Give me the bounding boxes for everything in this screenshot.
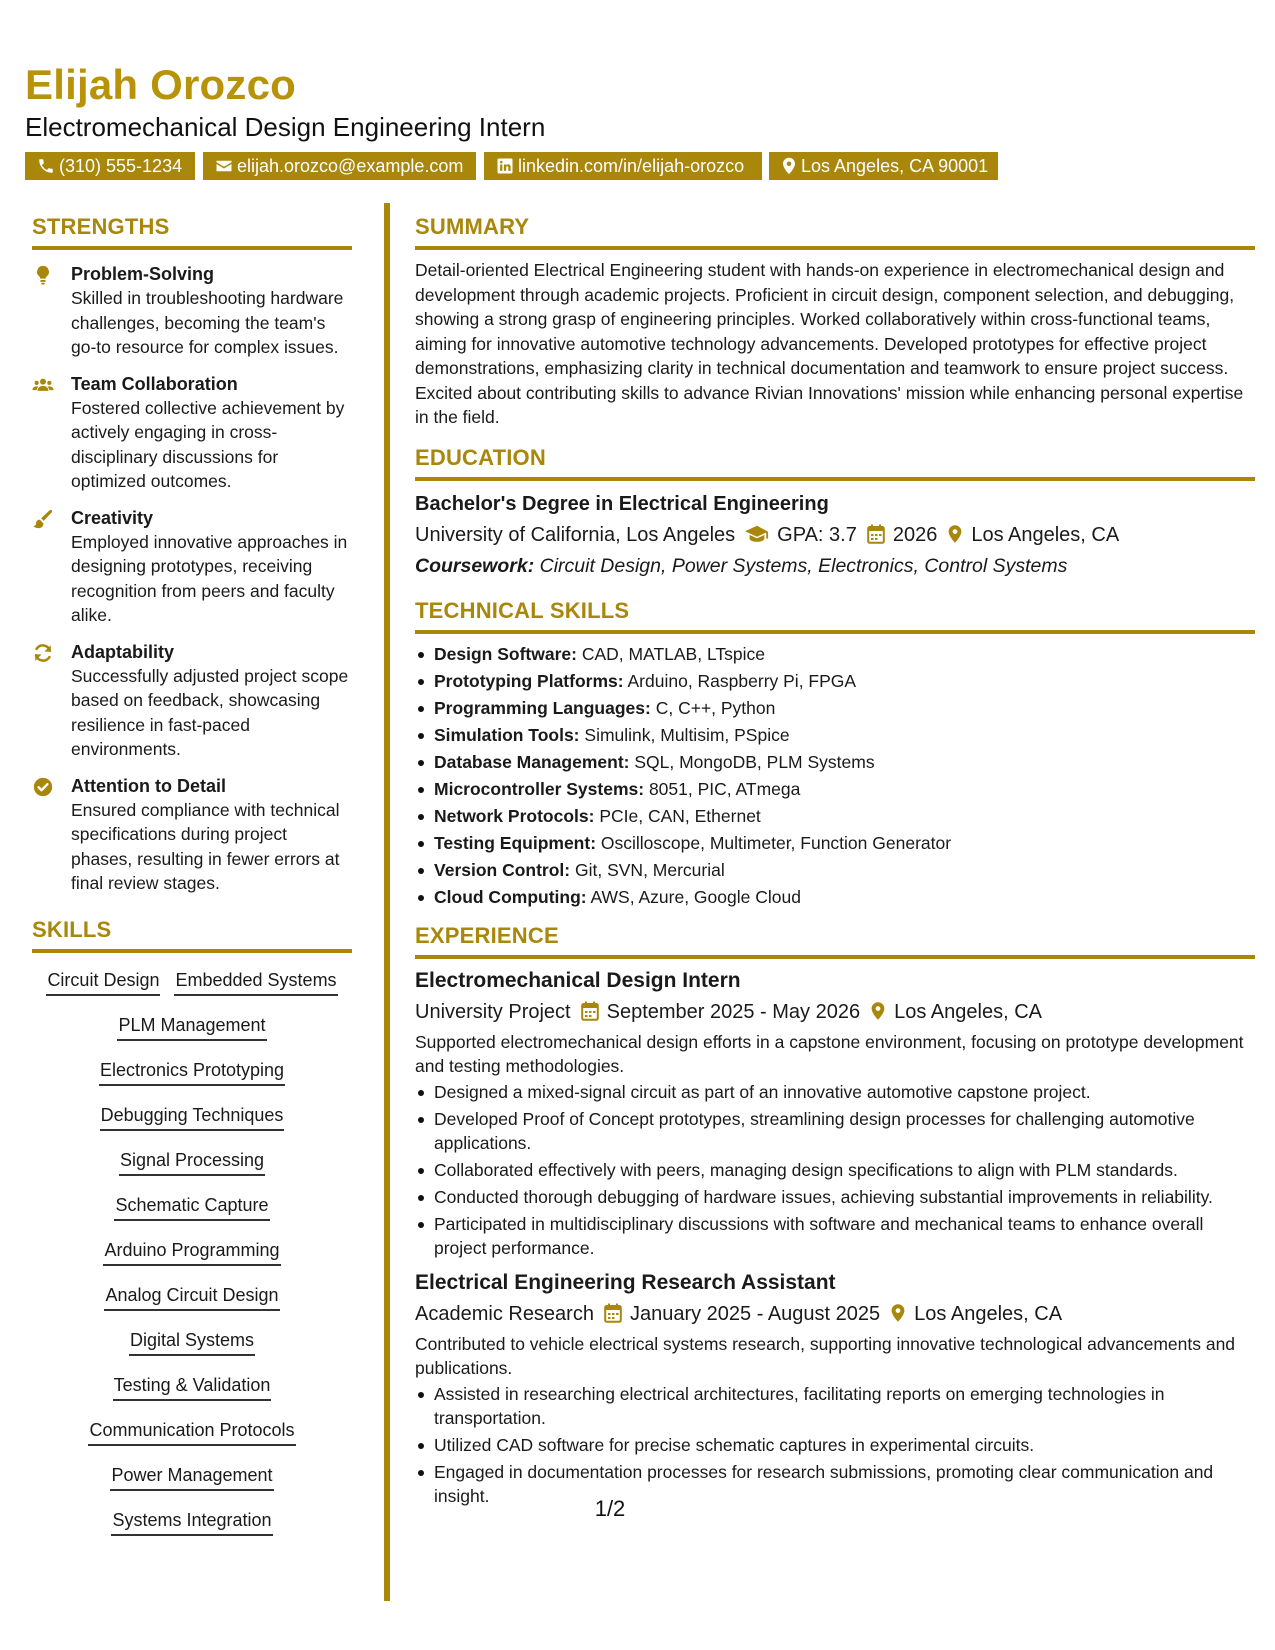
skill-tag: Debugging Techniques [100,1102,285,1131]
tech-skill-label: Simulation Tools: [434,724,580,745]
tech-skill-value: SQL, MongoDB, PLM Systems [634,751,875,772]
calendar-icon [581,1001,599,1021]
strength-title: Problem-Solving [71,264,215,284]
page-number: 1/2 [594,1496,626,1521]
strength-item [32,774,352,896]
job-dates: January 2025 - August 2025 [629,1302,881,1325]
strength-desc: Employed innovative approaches in designing prototypes, receiving recognition from peers and faculty alike. [71,531,348,625]
tech-skill-value: AWS, Azure, Google Cloud [590,886,801,907]
strength-item [32,506,352,628]
linkedin-chip[interactable] [484,152,762,180]
tech-skill-value: CAD, MATLAB, LTspice [581,643,765,664]
strength-item [32,372,352,494]
calendar-icon [604,1303,622,1323]
skills-list [32,967,352,1552]
technical-skills-list [415,642,1255,909]
job-bullet: Conducted thorough debugging of hardware issues, achieving substantial improvements in reliability. [415,1185,1255,1209]
tech-skill-label: Programming Languages: [434,697,651,718]
location-text: Los Angeles, CA 90001 [801,156,989,176]
tech-skill-item [415,696,1255,720]
job-location: Los Angeles, CA [914,1302,1063,1325]
job-bullets [415,1382,1255,1508]
tech-skill-item [415,723,1255,747]
right-column [415,213,1255,1511]
skill-tag: Circuit Design [46,967,160,996]
job-title: Electrical Engineering Research Assistant [415,1270,836,1294]
tech-skill-value: PCIe, CAN, Ethernet [599,805,761,826]
education-location: Los Angeles, CA [971,523,1120,546]
tech-skill-value: Simulink, Multisim, PSpice [584,724,790,745]
skill-tag: Digital Systems [129,1327,255,1356]
job-entry [415,967,1255,1260]
skill-tag: Signal Processing [119,1147,265,1176]
skill-tag: Embedded Systems [174,967,337,996]
tech-skill-label: Prototyping Platforms: [434,670,624,691]
tech-skill-item [415,777,1255,801]
skills-rule [32,949,352,953]
tech-skill-value: Git, SVN, Mercurial [575,859,725,880]
job-bullet: Engaged in documentation processes for research submissions, promoting clear communication and insight. [415,1460,1255,1508]
left-column [32,213,352,1552]
resume-header [25,60,1255,180]
job-location: Los Angeles, CA [894,1000,1042,1023]
email-text: elijah.orozco@example.com [237,156,464,176]
candidate-name: Elijah Orozco [25,61,296,108]
skill-tag: Analog Circuit Design [104,1282,279,1311]
strengths-rule [32,246,352,250]
map-pin-icon [781,157,797,175]
skill-tag: Systems Integration [111,1507,272,1536]
phone-chip[interactable] [25,152,195,180]
tech-skill-item [415,858,1255,882]
check-circle-icon [32,776,54,798]
envelope-icon [215,157,233,175]
job-meta [415,1299,1255,1329]
skills-heading: SKILLS [32,916,112,942]
calendar-icon [867,524,885,544]
job-dates: September 2025 - May 2026 [606,1000,861,1023]
skill-tag: Schematic Capture [114,1192,269,1221]
paintbrush-icon [32,508,54,530]
tech-skill-item [415,885,1255,909]
strength-title: Adaptability [71,641,175,662]
map-pin-icon [890,1303,906,1323]
tech-skill-label: Version Control: [434,859,571,880]
job-meta [415,997,1255,1027]
tech-skill-item [415,750,1255,774]
users-icon [32,374,54,396]
skill-tag: PLM Management [117,1012,266,1041]
job-bullet: Designed a mixed-signal circuit as part of an innovative automotive capstone project. [415,1080,1255,1104]
coursework-label: Coursework: [415,554,535,577]
graduation-cap-icon [745,524,769,544]
education-heading: EDUCATION [415,444,546,470]
job-bullets [415,1080,1255,1260]
email-chip[interactable] [203,152,476,180]
tech-skill-label: Microcontroller Systems: [434,778,645,799]
job-bullet: Assisted in researching electrical architectures, facilitating reports on emerging technologies in transportation. [415,1382,1255,1430]
strength-desc: Skilled in troubleshooting hardware challenges, becoming the team's go-to resource for complex issues. [71,288,344,357]
gpa-text: GPA: 3.7 [777,523,857,546]
tech-skill-item [415,804,1255,828]
experience-rule [415,955,1255,959]
experience-heading: EXPERIENCE [415,922,559,948]
contact-bar [25,152,1255,180]
education-rule [415,477,1255,481]
phone-icon [37,157,55,175]
tech-skill-label: Network Protocols: [434,805,595,826]
skill-tag: Communication Protocols [88,1417,295,1446]
tech-skill-item [415,642,1255,666]
summary-rule [415,246,1255,250]
linkedin-text: linkedin.com/in/elijah-orozco [518,156,745,176]
strength-item [32,262,352,360]
tech-skill-label: Design Software: [434,643,577,664]
linkedin-icon [496,157,514,175]
job-bullet: Utilized CAD software for precise schematic captures in experimental circuits. [415,1433,1255,1457]
job-bullet: Participated in multidisciplinary discussions with software and mechanical teams to enhance overall project performance. [415,1212,1255,1260]
coursework-text: Circuit Design, Power Systems, Electronics, Control Systems [539,554,1068,577]
education-meta [415,520,1255,550]
strength-desc: Fostered collective achievement by actively engaging in cross-disciplinary discussions for optimized outcomes. [71,397,345,491]
coursework-line [415,551,1255,581]
phone-text: (310) 555-1234 [59,156,183,176]
job-title: Electromechanical Design Intern [415,968,741,992]
tech-skill-item [415,669,1255,693]
tech-skill-label: Database Management: [434,751,630,772]
strength-item [32,640,352,762]
school-name: University of California, Los Angeles [415,523,736,546]
degree-title: Bachelor's Degree in Electrical Engineering [415,492,829,515]
tech-skill-value: Oscilloscope, Multimeter, Function Generator [600,832,952,853]
tech-skill-label: Cloud Computing: [434,886,587,907]
job-description: Contributed to vehicle electrical systems research, supporting innovative technological advancements and publications. [415,1333,1236,1378]
tech-skill-value: C, C++, Python [655,697,776,718]
job-entry [415,1269,1255,1508]
skill-tag: Testing & Validation [113,1372,272,1401]
job-description: Supported electromechanical design efforts in a capstone environment, focusing on prototype development and testing methodologies. [415,1031,1244,1076]
skill-tag: Electronics Prototyping [99,1057,285,1086]
job-org: Academic Research [415,1302,594,1325]
candidate-title: Electromechanical Design Engineering Intern [25,112,546,142]
job-bullet: Collaborated effectively with peers, managing design specifications to align with PLM standards. [415,1158,1255,1182]
map-pin-icon [947,524,963,544]
summary-text: Detail-oriented Electrical Engineering student with hands-on experience in electromechanical design and development through academic projects. Proficient in circuit design, component selection, and debugging, showing a strong grasp of engineering principles. Worked collaboratively within cross-functional teams, aiming for innovative automotive technology advancements. Developed prototypes for effective project demonstrations, emphasizing clarity in technical documentation and teamwork to ensure project success. Excited about contributing skills to advance Rivian Innovations' mission while enhancing personal expertise in the field. [415,260,1244,427]
sync-icon [32,642,54,664]
tech-skill-value: 8051, PIC, ATmega [648,778,801,799]
grad-year: 2026 [892,523,938,546]
strength-desc: Ensured compliance with technical specifications during project phases, resulting in fewer errors at final review stages. [71,799,340,893]
skill-tag: Power Management [110,1462,273,1491]
strengths-heading: STRENGTHS [32,214,170,239]
skill-tag: Arduino Programming [103,1237,280,1266]
tech-skill-label: Testing Equipment: [434,832,597,853]
column-divider [384,203,390,1601]
map-pin-icon [870,1001,886,1021]
strength-title: Attention to Detail [71,775,226,796]
location-chip[interactable] [769,152,998,180]
tech-skill-value: Arduino, Raspberry Pi, FPGA [627,670,857,691]
technical-skills-rule [415,630,1255,634]
strength-title: Team Collaboration [71,373,238,394]
lightbulb-icon [32,264,54,286]
tech-skill-item [415,831,1255,855]
summary-heading: SUMMARY [415,214,530,239]
technical-skills-heading: TECHNICAL SKILLS [415,597,630,623]
strength-desc: Successfully adjusted project scope based on feedback, showcasing resilience in fast-paced environments. [71,665,349,759]
strength-title: Creativity [71,507,154,528]
job-bullet: Developed Proof of Concept prototypes, streamlining design processes for challenging automotive applications. [415,1107,1255,1155]
job-org: University Project [415,1000,571,1023]
